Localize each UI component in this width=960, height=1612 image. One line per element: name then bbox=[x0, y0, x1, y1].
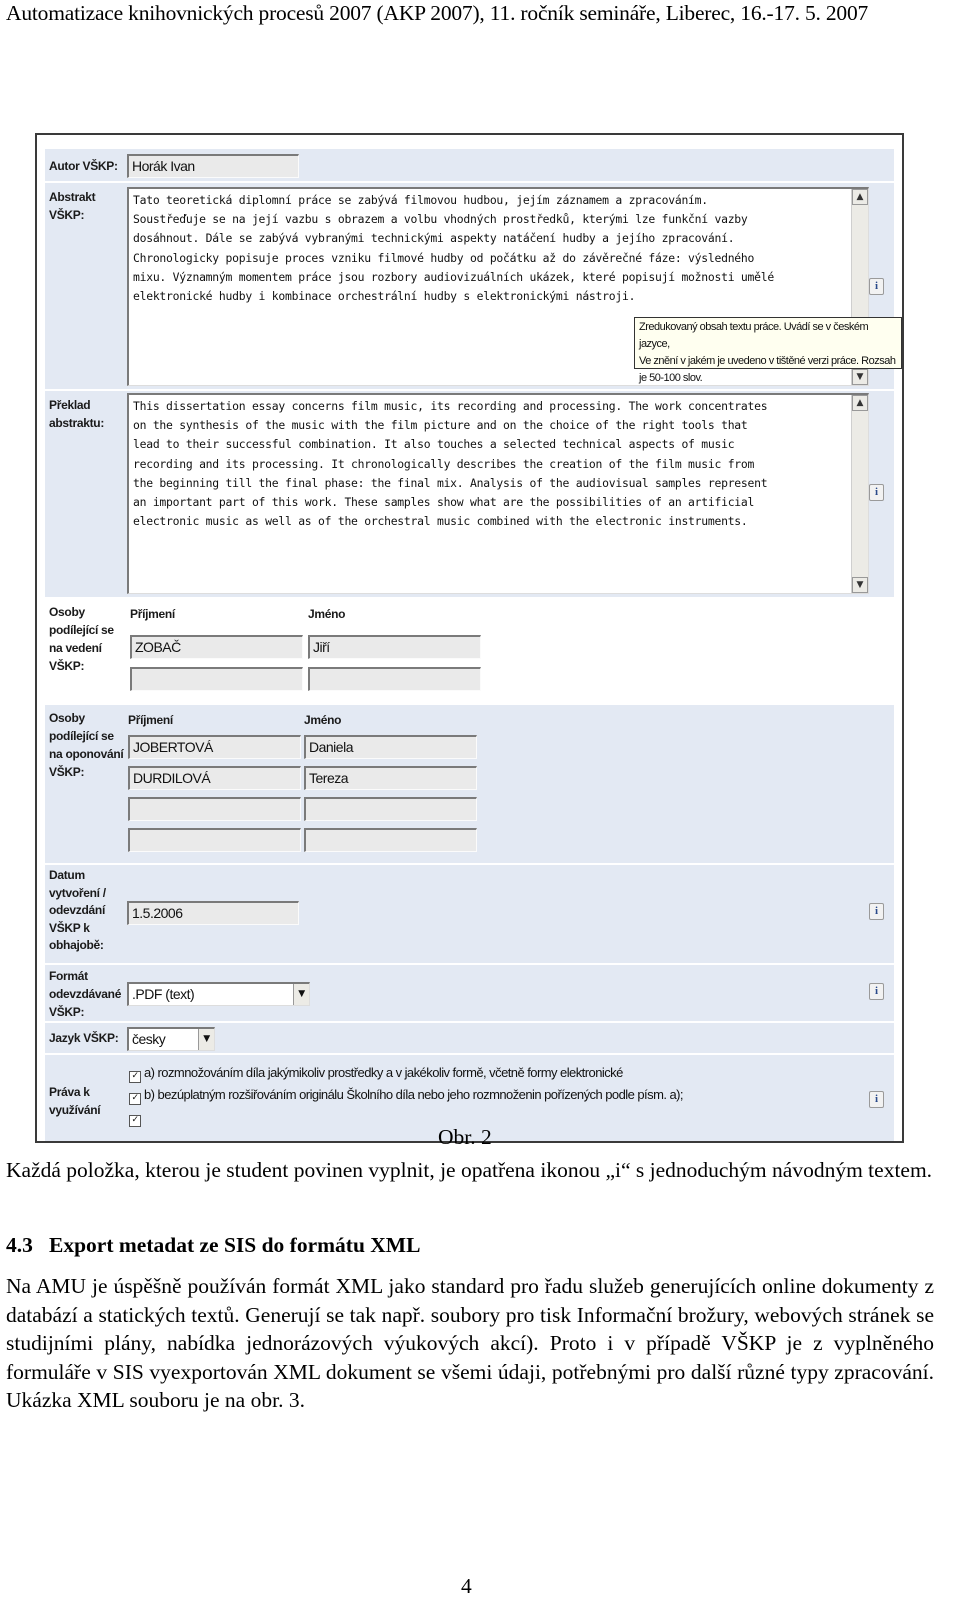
opponent-surname-input[interactable]: DURDILOVÁ bbox=[128, 766, 301, 790]
info-icon[interactable]: i bbox=[869, 278, 884, 295]
help-tooltip bbox=[634, 317, 902, 384]
rights-label-line: využívání bbox=[49, 1103, 101, 1117]
format-select[interactable] bbox=[127, 982, 310, 1006]
scroll-up-icon[interactable]: ▲ bbox=[852, 395, 868, 411]
abstract-label-line: VŠKP: bbox=[49, 208, 85, 222]
language-select-value: česky bbox=[132, 1031, 166, 1047]
supervisor-surname-input-empty[interactable] bbox=[130, 667, 303, 691]
opponent-surname-input-empty[interactable] bbox=[128, 797, 301, 821]
format-row bbox=[45, 965, 894, 1021]
translation-label-line: abstraktu: bbox=[49, 416, 105, 430]
opponents-label-line: na oponování bbox=[49, 747, 124, 761]
language-select[interactable] bbox=[127, 1027, 215, 1051]
format-label-line: odevzdávané bbox=[49, 987, 122, 1001]
screenshot-frame bbox=[35, 133, 904, 1143]
author-label: Autor VŠKP: bbox=[49, 159, 118, 173]
translation-scrollbar[interactable] bbox=[851, 395, 868, 593]
rights-label bbox=[49, 1083, 100, 1119]
language-row bbox=[45, 1023, 894, 1053]
checkbox-checked[interactable]: ✓ bbox=[129, 1093, 141, 1105]
format-label-line: VŠKP: bbox=[49, 1005, 85, 1019]
date-label-line: vytvoření / bbox=[49, 885, 106, 900]
supervisors-label-line: podílející se bbox=[49, 623, 114, 637]
opponent-name-input-empty[interactable] bbox=[304, 797, 477, 821]
info-icon[interactable]: i bbox=[869, 1091, 884, 1108]
section-heading: 4.3 Export metadat ze SIS do formátu XML bbox=[6, 1233, 421, 1257]
scroll-down-icon[interactable]: ▼ bbox=[852, 369, 868, 385]
format-label bbox=[49, 967, 121, 1021]
checkbox-checked[interactable]: ✓ bbox=[129, 1071, 141, 1083]
opponents-label bbox=[49, 709, 123, 781]
author-row bbox=[45, 149, 894, 181]
translation-text: This dissertation essay concerns film music, its recording and processing. The work concentrates on the synthesis of the music with the film picture and on the choice of the right tools that lead to their successful combination. It also touches a selected technical aspects of music recording and its processing. It chronologically describes the creation of the film music from the beginning till the final phase: the final mix. Analysis of the audiovisual samples represent an important part of this work. These samples show what are the possibilities of an artificial electronic music as well as of the orchestral music combined with the electronic instruments. bbox=[133, 399, 768, 529]
format-label-line: Formát bbox=[49, 969, 88, 983]
date-label-line: VŠKP k bbox=[49, 920, 90, 935]
supervisors-label-line: VŠKP: bbox=[49, 659, 85, 673]
page-number: 4 bbox=[461, 1574, 472, 1598]
date-label bbox=[49, 867, 106, 955]
supervisors-row bbox=[45, 599, 894, 703]
paragraph-2: Na AMU je úspěšně používán formát XML jako standard pro řadu služeb generujících online dokumenty z databází a statických textů. Generují se tak např. soubory pro tisk Informační brožury, webových stránek se studijními plány, nabídka jednorázových výukových akcí). Proto i v případě VŠKP je z vyplněného formuláře v SIS vyexportován XML dokument se všemi údaji, potřebnými pro další různé typy zpracování. Ukázka XML souboru je na obr. 3. bbox=[6, 1274, 934, 1412]
opponent-name-input[interactable]: Daniela bbox=[304, 735, 477, 759]
rights-option-b[interactable] bbox=[129, 1087, 683, 1105]
opponents-row bbox=[45, 705, 894, 863]
opponent-name-input[interactable]: Tereza bbox=[304, 766, 477, 790]
translation-row bbox=[45, 391, 894, 597]
surname-header: Příjmení bbox=[130, 607, 175, 621]
name-header: Jméno bbox=[308, 607, 346, 621]
date-label-line: odevzdání bbox=[49, 903, 105, 917]
opponent-name-input-empty[interactable] bbox=[304, 828, 477, 852]
rights-option-c-partial[interactable] bbox=[129, 1109, 144, 1127]
rights-option-a-label: a) rozmnožováním díla jakýmikoliv prostředky a v jakékoliv formě, včetně formy elektronické bbox=[144, 1065, 623, 1080]
translation-label bbox=[49, 396, 104, 432]
checkbox-checked[interactable]: ✓ bbox=[129, 1115, 141, 1127]
supervisor-surname-input[interactable]: ZOBAČ bbox=[130, 635, 303, 659]
name-header: Jméno bbox=[304, 713, 342, 727]
chevron-down-icon[interactable]: ▼ bbox=[198, 1029, 214, 1050]
info-icon[interactable]: i bbox=[869, 484, 884, 501]
abstract-text: Tato teoretická diplomní práce se zabývá filmovou hudbou, jejím záznamem a zpracováním. Soustřeďuje se na její vazbu s obrazem a volbu vhodných prostředků, kterými lze funkční vazby dosáhnout. Dále se zabývá vybranými technickými aspekty natáčení hudby a jejího zpracování. Chronologicky popisuje proces vzniku filmové hudby od počátku až do závěrečné fáze: výsledného mixu. Významným momentem práce jsou rozbory audiovizuálních ukázek, které popisují možnosti umělé elektronické hudby i kombinace orchestrální hudby s elektronickými nástroji. bbox=[133, 193, 774, 304]
translation-label-line: Překlad bbox=[49, 398, 91, 412]
opponent-surname-input[interactable]: JOBERTOVÁ bbox=[128, 735, 301, 759]
tooltip-line: Zredukovaný obsah textu práce. Uvádí se v českém jazyce, bbox=[639, 321, 869, 350]
opponents-label-line: VŠKP: bbox=[49, 765, 85, 779]
date-label-line: Datum bbox=[49, 868, 85, 882]
date-row bbox=[45, 865, 894, 963]
rights-option-b-label: b) bezúplatným rozšiřováním originálu Školního díla nebo jeho rozmnoženin pořízených podle písm. a); bbox=[144, 1087, 683, 1102]
rights-option-a[interactable] bbox=[129, 1065, 623, 1083]
scroll-down-icon[interactable]: ▼ bbox=[852, 577, 868, 593]
tooltip-line: je 50-100 slov. bbox=[639, 372, 703, 384]
opponents-label-line: podílející se bbox=[49, 729, 114, 743]
supervisors-label bbox=[49, 603, 114, 675]
abstract-label bbox=[49, 188, 95, 224]
language-label: Jazyk VŠKP: bbox=[49, 1031, 119, 1045]
author-input[interactable]: Horák Ivan bbox=[127, 154, 299, 178]
scroll-up-icon[interactable]: ▲ bbox=[852, 189, 868, 205]
chevron-down-icon[interactable]: ▼ bbox=[293, 984, 309, 1005]
date-input[interactable]: 1.5.2006 bbox=[127, 901, 299, 925]
paragraph-1: Každá položka, kterou je student povinen vyplnit, je opatřena ikonou „i“ s jednoduchým návodným textem. bbox=[6, 1158, 933, 1182]
translation-textarea[interactable] bbox=[127, 393, 869, 594]
rights-label-line: Práva k bbox=[49, 1085, 90, 1099]
supervisor-name-input[interactable]: Jiří bbox=[308, 635, 481, 659]
abstract-label-line: Abstrakt bbox=[49, 190, 96, 204]
opponents-label-line: Osoby bbox=[49, 711, 85, 725]
info-icon[interactable]: i bbox=[869, 903, 884, 920]
info-icon[interactable]: i bbox=[869, 983, 884, 1000]
form-panel bbox=[45, 143, 894, 1141]
tooltip-line: Ve znění v jakém je uvedeno v tištěné verzi práce. Rozsah bbox=[639, 355, 896, 367]
page-header: Automatizace knihovnických procesů 2007 (AKP 2007), 11. ročník semináře, Liberec, 16.-17. 5. 2007 bbox=[6, 1, 869, 25]
surname-header: Příjmení bbox=[128, 713, 173, 727]
opponent-surname-input-empty[interactable] bbox=[128, 828, 301, 852]
supervisor-name-input-empty[interactable] bbox=[308, 667, 481, 691]
figure-caption: Obr. 2 bbox=[438, 1125, 492, 1149]
date-label-line: obhajobě: bbox=[49, 938, 104, 952]
format-select-value: .PDF (text) bbox=[132, 986, 195, 1002]
supervisors-label-line: Osoby bbox=[49, 605, 85, 619]
supervisors-label-line: na vedení bbox=[49, 641, 102, 655]
